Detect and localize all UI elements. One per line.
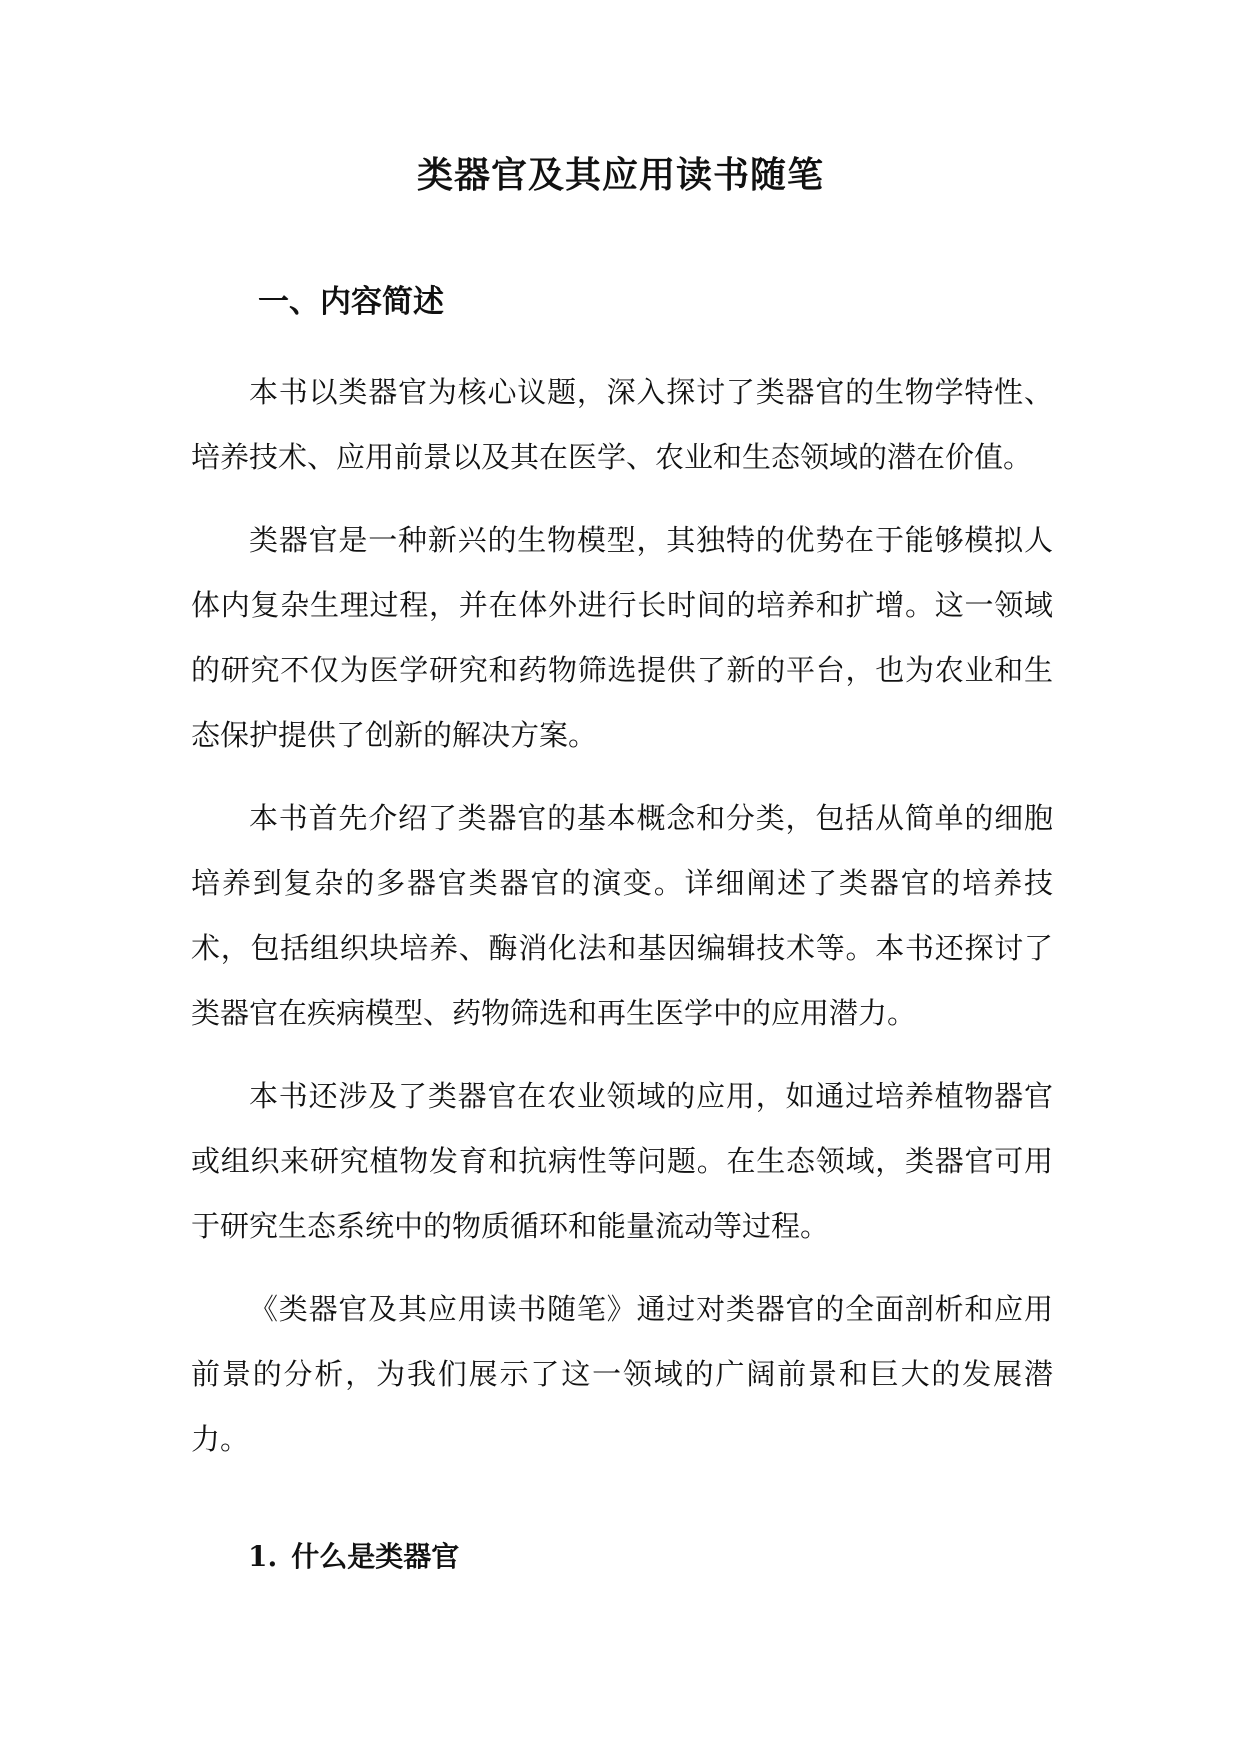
paragraph-4: 本书还涉及了类器官在农业领域的应用，如通过培养植物器官或组织来研究植物发育和抗病性等问题。在生态领域，类器官可用于研究生态系统中的物质循环和能量流动等过程。 [191,1079,1053,1243]
paragraph-1: 本书以类器官为核心议题，深入探讨了类器官的生物学特性、培养技术、应用前景以及其在医学、农业和生态领域的潜在价值。 [191,375,1053,474]
paragraph-3: 本书首先介绍了类器官的基本概念和分类，包括从简单的细胞培养到复杂的多器官类器官的演变。详细阐述了类器官的培养技术，包括组织块培养、酶消化法和基因编辑技术等。本书还探讨了类器官在疾病模型、药物筛选和再生医学中的应用潜力。 [191,801,1053,1030]
subheading-number: 1. [248,1540,278,1573]
subheading [248,1537,459,1577]
document-title: 类器官及其应用读书随笔 [416,154,824,196]
paragraph-2: 类器官是一种新兴的生物模型，其独特的优势在于能够模拟人体内复杂生理过程，并在体外进行长时间的培养和扩增。这一领域的研究不仅为医学研究和药物筛选提供了新的平台，也为农业和生态保护提供了创新的解决方案。 [191,523,1053,752]
section-heading: 一、内容简述 [258,284,444,320]
document-body [191,360,1053,1490]
subheading-text: 什么是类器官 [291,1540,460,1573]
paragraph-5: 《类器官及其应用读书随笔》通过对类器官的全面剖析和应用前景的分析，为我们展示了这一领域的广阔前景和巨大的发展潜力。 [191,1292,1053,1456]
